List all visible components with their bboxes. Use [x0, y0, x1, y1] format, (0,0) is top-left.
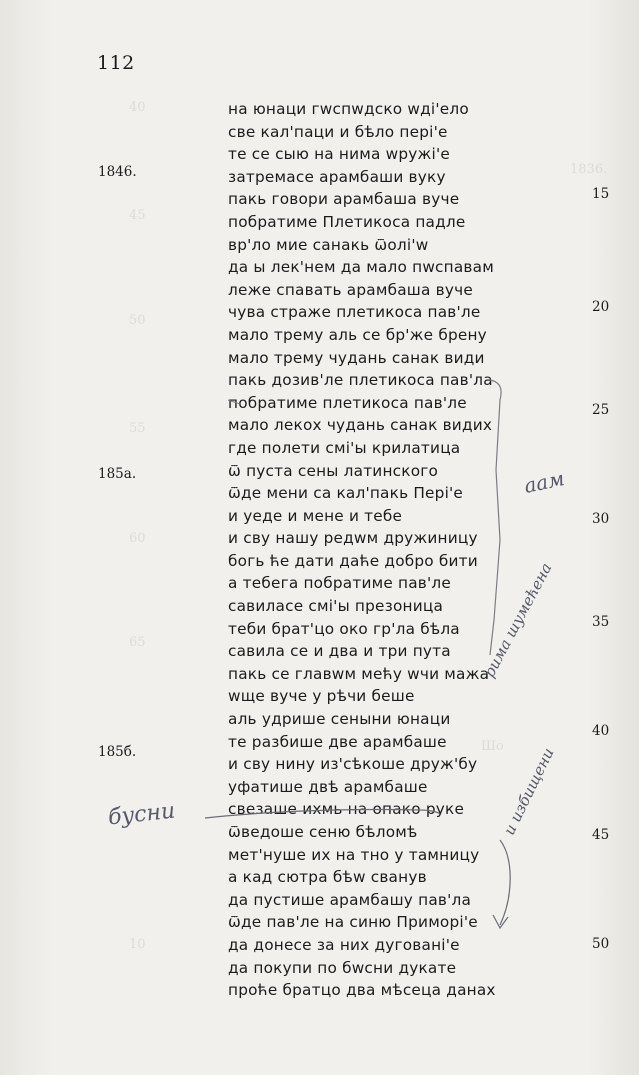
bleed-through-number: 60 [129, 531, 146, 546]
bleed-through-number: 45 [129, 208, 146, 223]
line-number: 25 [592, 402, 610, 418]
verse-line: све кал'паци и бѣло перi'е [228, 122, 448, 141]
verse-line: вр'ло мие санакь ѿолi'w [228, 235, 429, 254]
bleed-through-number: 65 [129, 635, 146, 650]
verse-line: и сву нину из'сѣкоше друж'бу [228, 755, 478, 774]
side-reference: 185б. [98, 744, 137, 760]
bleed-through-text: Шо [481, 739, 504, 754]
verse-line: уфатише двѣ арамбаше [228, 777, 428, 796]
verse-line: wще вуче у рѣчи беше [228, 687, 415, 706]
verse-line: и сву нашу редwм дружиницу [228, 529, 478, 548]
margin-bracket-mark [490, 380, 501, 655]
verse-line: пакь говори арамбаша вуче [228, 190, 460, 209]
side-reference: 1846. [98, 164, 137, 180]
verse-line: теби брат'цо око гр'ла бѣла [228, 619, 460, 638]
verse-line: ѿде пав'ле на синю Приморi'е [228, 913, 478, 932]
verse-line: леже спавать арамбаша вуче [228, 280, 473, 299]
verse-line: те се сыю на нима wружi'е [228, 145, 450, 164]
page-number: 112 [97, 52, 135, 74]
verse-line: пакь се главwм мећу wчи мажа [228, 664, 490, 683]
margin-note: рима шумећена [480, 559, 556, 681]
verse-line: а кад сютра бѣw сванув [228, 868, 427, 887]
verse-line: на юнаци гwспwдско wдi'ело [228, 100, 469, 118]
margin-note: и избищени [500, 745, 558, 838]
line-number: 30 [592, 511, 610, 527]
verse-line: аль удрише сеныни юнаци [228, 710, 451, 729]
verse-line: ѿведоше сеню бѣломѣ [228, 823, 418, 841]
verse-line: ѿде мени са кал'пакь Перi'е [228, 484, 464, 503]
arrow-mark [493, 840, 510, 928]
bleed-through-number: 40 [129, 100, 146, 115]
bleed-through-number: 1836. [570, 162, 608, 177]
verse-line: да ы лек'нем да мало пwспавам [228, 258, 494, 277]
line-number: 20 [592, 299, 610, 315]
bleed-through-number: 55 [129, 421, 146, 436]
verse-line: а тебега побратиме пав'ле [228, 574, 452, 593]
bleed-through-number: 10 [129, 937, 146, 952]
verse-line: побратиме плетикоса пав'ле [228, 393, 467, 412]
line-number: 15 [592, 186, 610, 202]
verse-line: савиласе смi'ы презоница [228, 597, 444, 616]
verse-line: свезаше ихмь на опако руке [228, 800, 465, 819]
verse-line: да донесе за них дуговані'е [228, 935, 460, 954]
bleed-through-number: 50 [129, 313, 146, 328]
verse-line: мало трему аль се бр'же брену [228, 325, 487, 344]
line-number: 35 [592, 614, 610, 630]
verse-line: мет'нуше их на тно у тамницу [228, 845, 480, 864]
verse-line: да пустише арамбашу пав'ла [228, 890, 472, 909]
margin-note: бусни [106, 798, 177, 831]
verse-line: где полети смi'ы крилатица [228, 438, 461, 457]
verse-line: затремасе арамбаши вуку [228, 167, 446, 186]
verse-line: да покупи по бwсни дукате [228, 958, 457, 977]
verse-line: пакь дозив'ле плетикоса пав'ла [228, 371, 493, 390]
margin-bracket-mark [228, 400, 240, 404]
verse-line: чува страже плетикоса пав'ле [228, 303, 481, 322]
verse-line: те разбише две арамбаше [228, 732, 447, 751]
verse-line: ѿ пуста сены латинского [228, 461, 439, 480]
verse-line: проће братцо два мѣсеца данах [228, 981, 496, 1000]
verse-line: мало лекох чудань санак видих [228, 416, 493, 435]
verse-line: и уеде и мене и тебе [228, 506, 403, 525]
verse-line: богь ће дати даће добро бити [228, 551, 478, 570]
verse-line: мало трему чудань санак види [228, 348, 485, 367]
underline-mark [205, 809, 440, 818]
margin-note: аам [521, 466, 567, 498]
line-number: 40 [592, 723, 610, 739]
line-number: 45 [592, 827, 610, 843]
verse-line: савила се и два и три пута [228, 642, 451, 661]
line-number: 50 [592, 936, 610, 952]
verse-line: побратиме Плетикоса падле [228, 212, 466, 231]
side-reference: 185a. [98, 466, 137, 482]
